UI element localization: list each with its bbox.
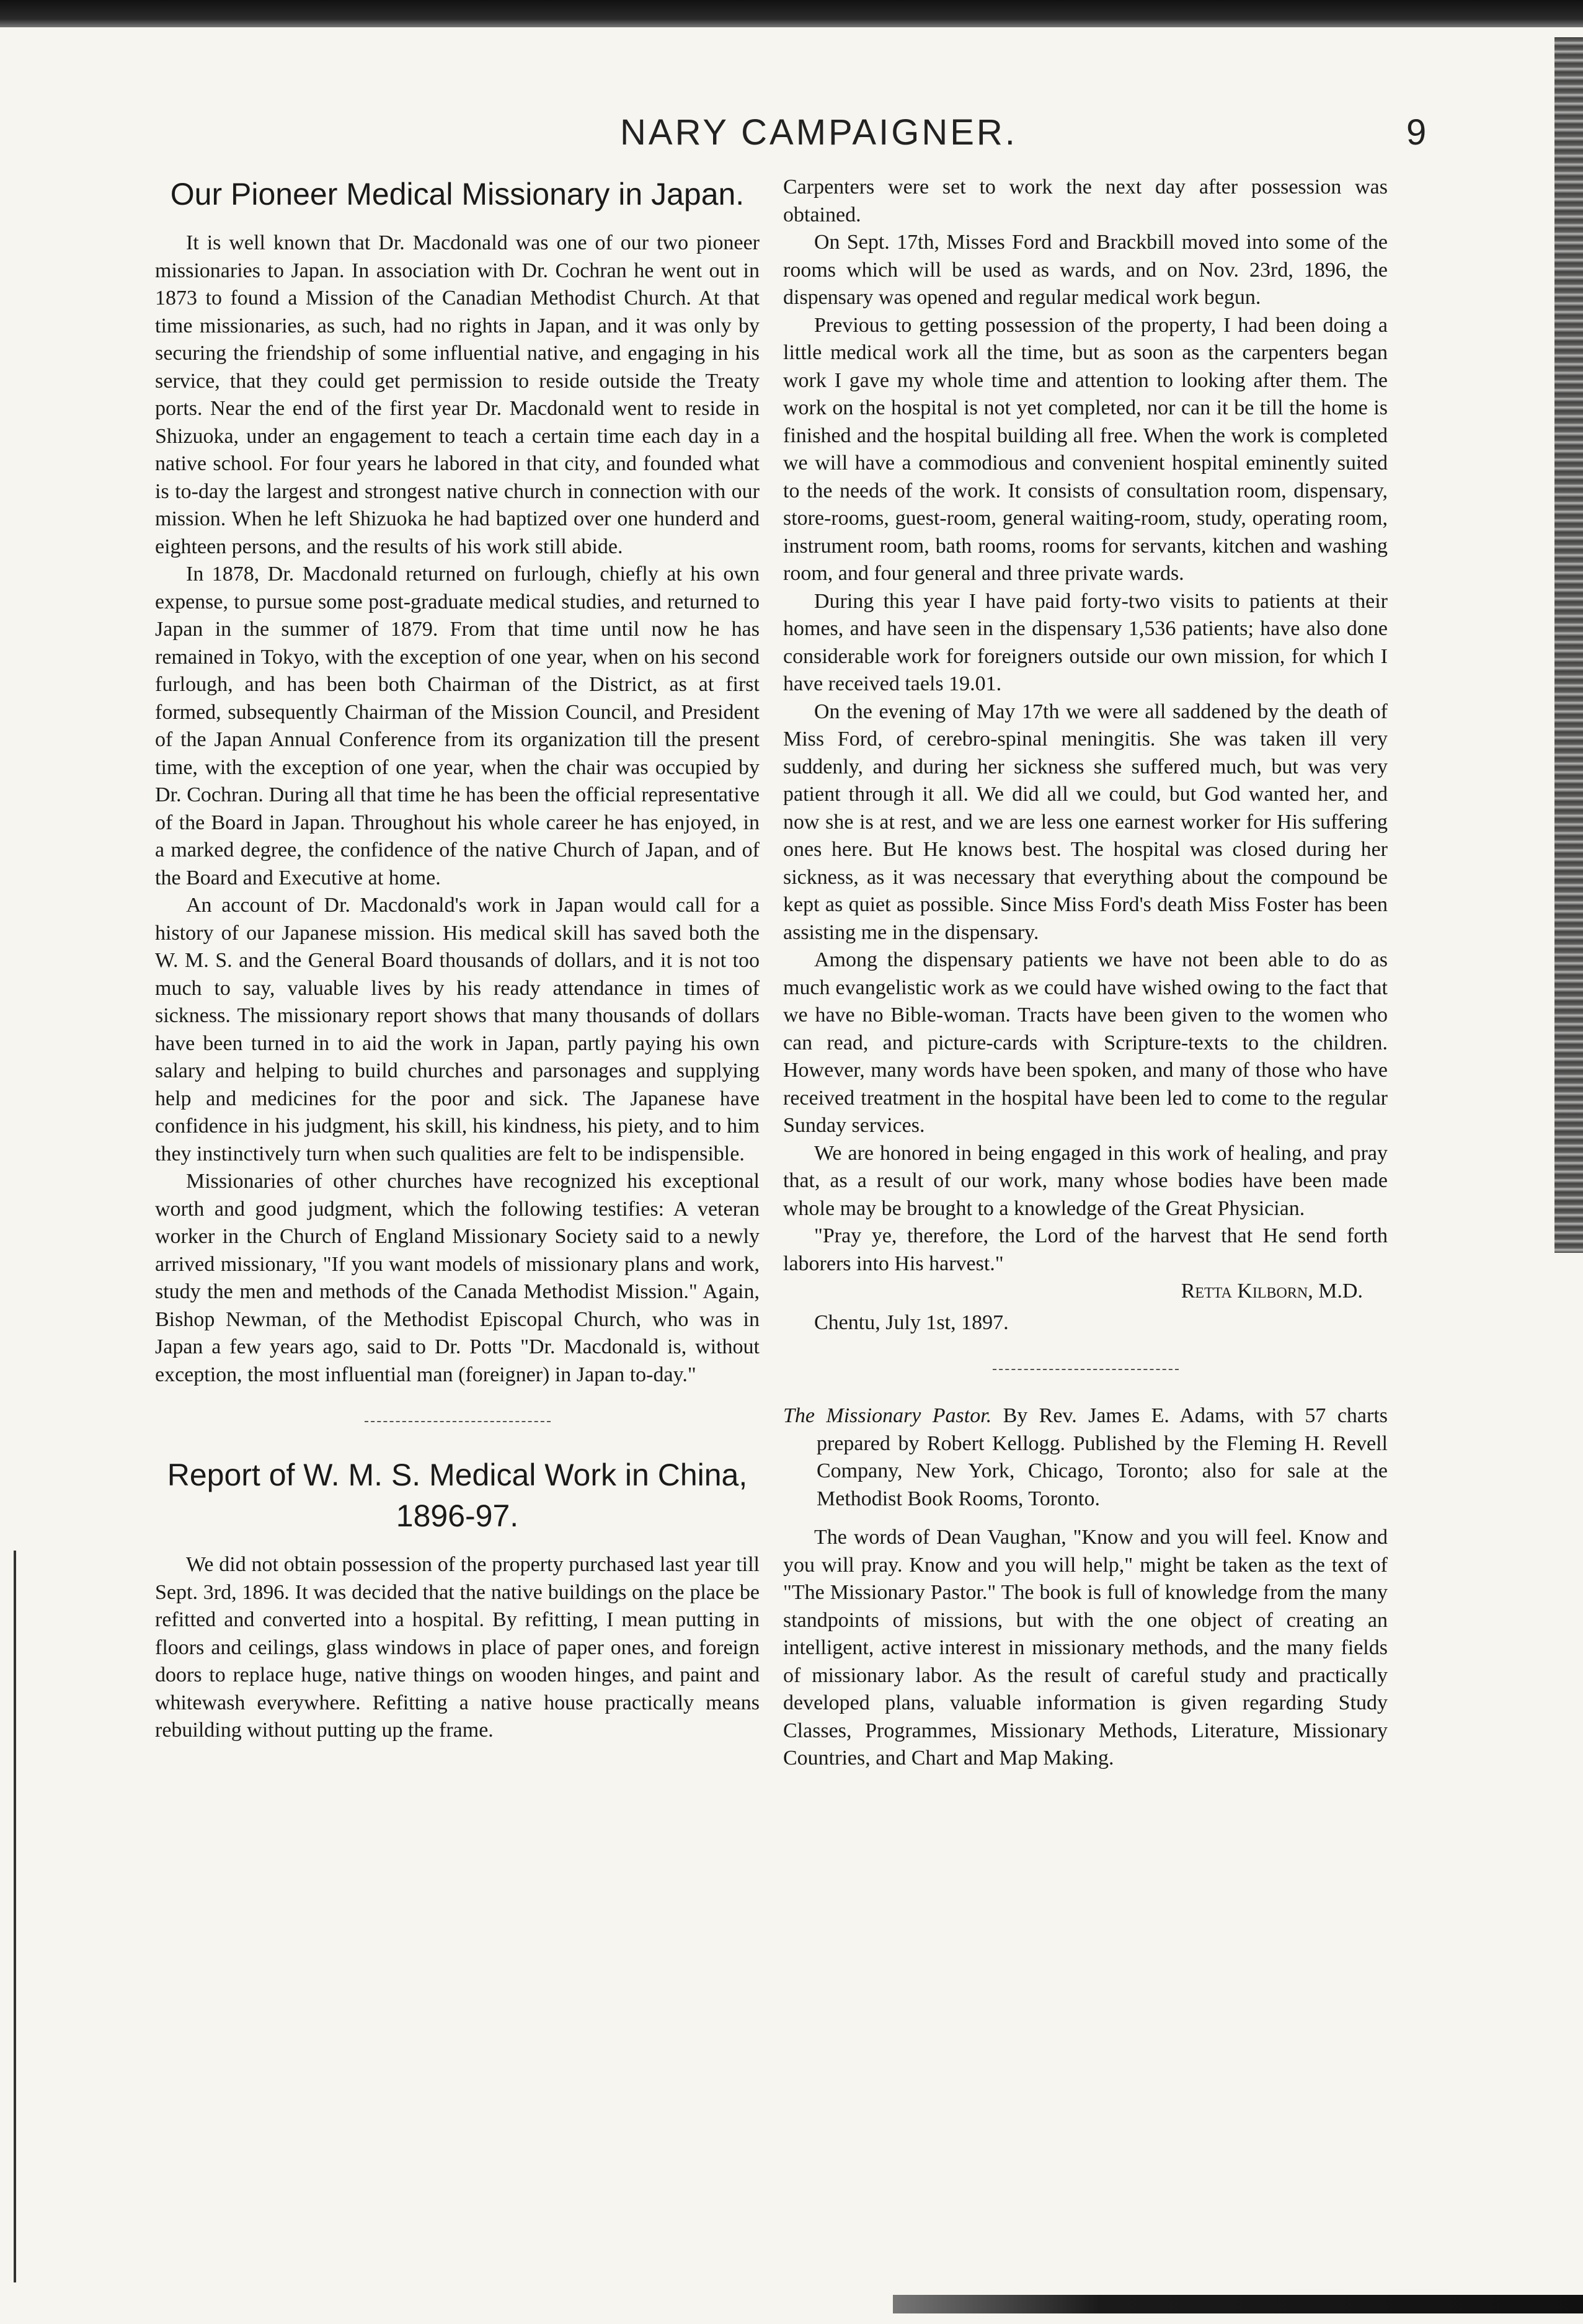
paragraph: It is well known that Dr. Macdonald was one of our two pioneer missionaries to Japan. In association with Dr. Cochran he went out in 1873 to found a Mission of the Canadian Methodist Church. At that time missionaries, as such, had no rights in Japan, and it was only by securing the friendship of some influential native, and engaging in his service, that they could get permission to reside outside the Treaty ports. Near the end of the first year Dr. Macdonald went to reside in Shizuoka, under an engagement to teach a certain time each day in a native school. For four years he labored in that city, and founded what is to-day the largest and strongest native church in connection with our mission. When he left Shizuoka he had baptized over one hunderd and eighteen persons, and the results of his work still abide. bbox=[155, 231, 760, 558]
right-column bbox=[783, 174, 1388, 1773]
signature: Retta Kilborn, M.D. bbox=[1181, 1280, 1363, 1302]
paragraph: The words of Dean Vaughan, "Know and you will feel. Know and you will pray. Know and you will help," might be taken as the text of "The Missionary Pastor." The book is full of knowledge from the many standpoints of missions, but with the one object of creating an intelligent, active interest in missionary methods, and the many fields of missionary labor. As the result of careful study and practically developed plans, valuable information is given regarding Study Classes, Programmes, Missionary Methods, Literature, Missionary Countries, and Chart and Map Making. bbox=[783, 1526, 1388, 1770]
paragraph: On the evening of May 17th we were all saddened by the death of Miss Ford, of cerebro-spinal meningitis. She was taken ill very suddenly, and during her sickness she suffered much, but was very patient through it all. We did all we could, but God wanted her, and now she is at rest, and we are less one earnest worker for His suffering ones here. But He knows best. The hospital was closed during her sickness, as it was necessary that everything about the compound be kept as quiet as possible. Since Miss Ford's death Miss Foster has been assisting me in the dispensary. bbox=[783, 700, 1388, 944]
scan-right-edge bbox=[1554, 37, 1583, 1253]
paragraph: We are honored in being engaged in this work of healing, and pray that, as a result of our work, many whose bodies have been made whole may be brought to a knowledge of the Great Physician. bbox=[783, 1141, 1388, 1220]
paragraph: An account of Dr. Macdonald's work in Japan would call for a history of our Japanese mission. His medical skill has saved both the W. M. S. and the General Board thousands of dollars, and it is not too much to say, valuable lives by his ready attendance in times of sickness. The missionary report shows that many thousands of dollars have been turned in to aid the work in Japan, partly paying his own salary and helping to build churches and parsonages and supplying help and medicines for the poor and sick. The Japanese have confidence in his judgment, his skill, his kindness, his piety, and to him they instinctively turn when such qualities are felt to be indispensible. bbox=[155, 894, 760, 1165]
book-title: The Missionary Pastor. bbox=[783, 1404, 992, 1427]
article-title-pioneer-missionary: Our Pioneer Medical Missionary in Japan. bbox=[170, 177, 745, 211]
paragraph: Missionaries of other churches have recognized his exceptional worth and good judgment, which the following testifies: A veteran worker in the Church of England Missionary Society said to a newly arrived missionary, "If you want models of missionary plans and work, study the men and methods of the Canada Methodist Mission." Again, Bishop Newman, of the Methodist Episcopal Church, who was in Japan a few years ago, said to Dr. Potts "Dr. Macdonald is, without exception, the most influential man (foreigner) in Japan to-day." bbox=[155, 1170, 760, 1386]
scan-left-edge bbox=[14, 1551, 16, 2282]
dateline: Chentu, July 1st, 1897. bbox=[814, 1311, 1009, 1334]
paragraph: Among the dispensary patients we have not been able to do as much evangelistic work as we could have wished owing to the fact that we have no Bible-woman. Tracts have been given to the women who can read, and picture-cards with Scripture-texts to the children. However, many words have been spoken, and many of those who have received treatment in the hospital have been led to come to the regular Sunday services. bbox=[783, 948, 1388, 1137]
scan-top-edge bbox=[0, 0, 1583, 27]
article-title-medical-report: Report of W. M. S. Medical Work in China, 1896-97. bbox=[167, 1458, 748, 1533]
paragraph: During this year I have paid forty-two visits to patients at their homes, and have seen in the dispensary 1,536 patients; have also done considerable work for foreigners outside our own mission, for which I have received taels 19.01. bbox=[783, 589, 1388, 695]
paragraph: We did not obtain possession of the property purchased last year till Sept. 3rd, 1896. It was decided that the native buildings on the place be refitted and converted into a hospital. By refitting, I mean putting in floors and ceilings, glass windows in place of paper ones, and foreign doors to replace huge, native things on wooden hinges, and paint and whitewash everywhere. Refitting a native house practically means rebuilding without putting up the frame. bbox=[155, 1553, 760, 1742]
section-separator bbox=[993, 1369, 1179, 1370]
book-details: By Rev. James E. Adams, with 57 charts prepared by Robert Kellogg. Published by the Fleming H. Revell Company, New York, Chicago, Toronto; also for sale at the Methodist Book Rooms, Toronto. bbox=[817, 1404, 1388, 1510]
paragraph: In 1878, Dr. Macdonald returned on furlough, chiefly at his own expense, to pursue some post-graduate medical studies, and returned to Japan in the summer of 1879. From that time until now he has remained in Tokyo, with the exception of one year, when on his second furlough, and has been both Chairman of the District, as at first formed, subsequently Chairman of the Mission Council, and President of the Japan Annual Conference from its organization till the present time, with the exception of one year, when the chair was occupied by Dr. Cochran. During all that time he has been the official representative of the Board in Japan. Throughout his whole career he has enjoyed, in a marked degree, the confidence of the native Church of Japan, and of the Board and Executive at home. bbox=[155, 563, 760, 889]
paragraph: Carpenters were set to work the next day after possession was obtained. bbox=[783, 176, 1388, 226]
paragraph: Previous to getting possession of the property, I had been doing a little medical work all the time, but as soon as the carpenters began work I gave my whole time and attention to looking after them. The work on the hospital is not yet completed, nor can it be till the home is finished and the hospital building all free. When the work is completed we will have a commodious and convenient hospital eminently suited to the needs of the work. It consists of consultation room, dispensary, store-rooms, guest-room, general waiting-room, study, operating room, instrument room, bath rooms, rooms for servants, kitchen and washing room, and four general and three private wards. bbox=[783, 313, 1388, 585]
section-separator bbox=[365, 1421, 551, 1422]
paragraph: "Pray ye, therefore, the Lord of the harvest that He send forth laborers into His harvest." bbox=[783, 1224, 1388, 1275]
scan-bottom-edge bbox=[893, 2295, 1583, 2313]
paragraph: On Sept. 17th, Misses Ford and Brackbill moved into some of the rooms which will be used as wards, and on Nov. 23rd, 1896, the dispensary was opened and regular medical work begun. bbox=[783, 231, 1388, 309]
running-head: NARY CAMPAIGNER. bbox=[620, 112, 1018, 153]
page-number: 9 bbox=[1406, 112, 1427, 153]
book-review-header bbox=[783, 1402, 1388, 1513]
left-column bbox=[155, 174, 760, 1745]
